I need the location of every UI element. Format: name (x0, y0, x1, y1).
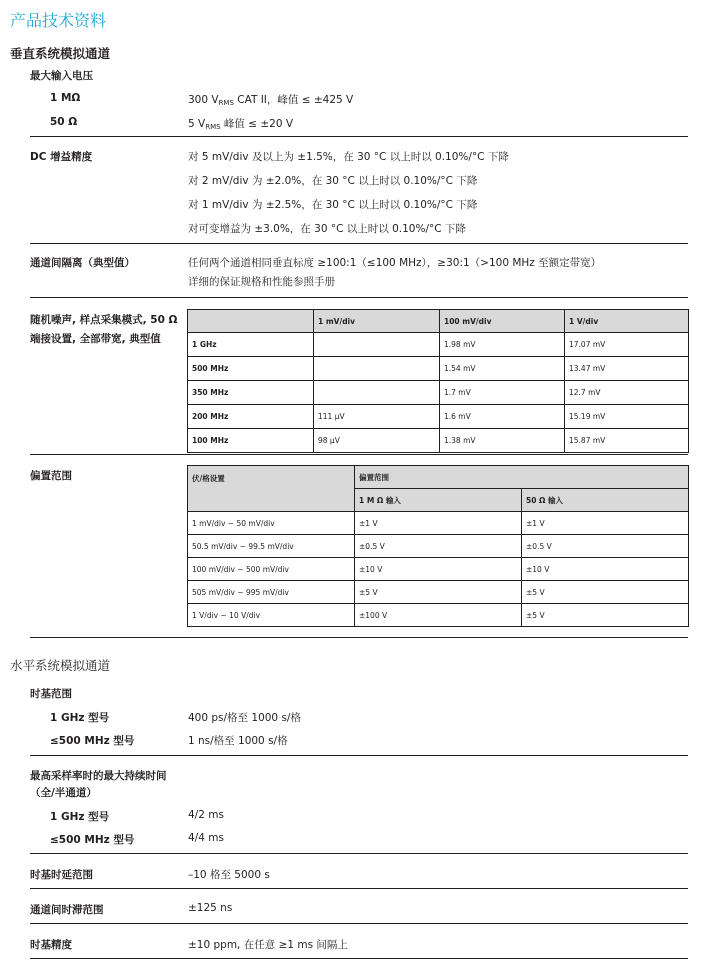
table-cell: 100 mV/div ~ 500 mV/div (188, 558, 355, 581)
table-row (188, 604, 689, 627)
table-header-cell: 偏置范围 (355, 466, 689, 489)
divider (30, 243, 688, 244)
table-header-cell: 1 M Ω 输入 (355, 489, 522, 512)
offset-range-label: 偏置范围 (30, 470, 72, 482)
max-duration-1ghz-label: 1 GHz 型号 (50, 811, 110, 823)
max-duration-label: （全/半通道） (30, 787, 97, 799)
table-cell: 1.54 mV (440, 357, 565, 381)
table-cell: ±0.5 V (522, 535, 689, 558)
max-input-1mohm-label: 1 MΩ (50, 92, 81, 104)
table-cell: ±1 V (355, 512, 522, 535)
noise-table (187, 309, 689, 453)
table-cell: 15.87 mV (565, 429, 689, 453)
deskew-range-value: ±125 ns (188, 902, 233, 914)
table-cell (314, 381, 440, 405)
table-row (188, 429, 689, 453)
table-cell: ±5 V (522, 581, 689, 604)
table-cell (314, 357, 440, 381)
table-cell: 1 mV/div ~ 50 mV/div (188, 512, 355, 535)
table-cell: 50.5 mV/div ~ 99.5 mV/div (188, 535, 355, 558)
max-duration-500mhz-label: ≤500 MHz 型号 (50, 834, 135, 846)
table-row (188, 581, 689, 604)
page-title: 产品技术资料 (10, 11, 107, 30)
table-cell: 1.7 mV (440, 381, 565, 405)
vertical-section-title: 垂直系统模拟通道 (10, 46, 111, 61)
isolation-line: 详细的保证规格和性能参照手册 (188, 276, 335, 288)
deskew-range-label: 通道间时滞范围 (30, 904, 104, 916)
table-cell: 100 MHz (188, 429, 314, 453)
table-row (188, 558, 689, 581)
divider (30, 888, 688, 889)
divider (30, 136, 688, 137)
table-header-row (188, 310, 689, 333)
table-row (188, 333, 689, 357)
divider (30, 297, 688, 298)
max-duration-1ghz-value: 4/2 ms (188, 809, 224, 821)
max-duration-500mhz-value: 4/4 ms (188, 832, 224, 844)
timebase-500mhz-label: ≤500 MHz 型号 (50, 735, 135, 747)
table-row (188, 512, 689, 535)
table-cell: 111 μV (314, 405, 440, 429)
table-cell: 1 V/div ~ 10 V/div (188, 604, 355, 627)
dc-gain-label: DC 增益精度 (30, 151, 93, 163)
noise-label: 随机噪声, 样点采集模式, 50 Ω (30, 314, 178, 326)
max-input-1mohm-value: 300 $V_{RMS}$ CAT II，峰值 ≤ ±425 V (188, 94, 354, 107)
table-cell: 350 MHz (188, 381, 314, 405)
dc-gain-line: 对 5 mV/div 及以上为 ±1.5%，在 30 °C 以上时以 0.10%/°C 下降 (188, 151, 509, 163)
timebase-500mhz-value: 1 ns/格至 1000 s/格 (188, 735, 288, 747)
table-header-cell: 50 Ω 输入 (522, 489, 689, 512)
table-cell: 1.6 mV (440, 405, 565, 429)
noise-label: 端接设置, 全部带宽, 典型值 (30, 333, 161, 345)
table-cell: ±100 V (355, 604, 522, 627)
table-cell: 1.38 mV (440, 429, 565, 453)
table-cell: ±10 V (355, 558, 522, 581)
dc-gain-line: 对 1 mV/div 为 ±2.5%，在 30 °C 以上时以 0.10%/°C 下降 (188, 199, 478, 211)
divider (30, 637, 688, 638)
table-cell: 15.19 mV (565, 405, 689, 429)
horizontal-section-title: 水平系统模拟通道 (10, 658, 111, 673)
table-header-cell: 1 V/div (565, 310, 689, 333)
timebase-1ghz-label: 1 GHz 型号 (50, 712, 110, 724)
delay-range-label: 时基时延范围 (30, 869, 93, 881)
table-cell: 1 GHz (188, 333, 314, 357)
offset-table (187, 465, 689, 627)
table-cell: 1.98 mV (440, 333, 565, 357)
table-cell (314, 333, 440, 357)
table-cell: 505 mV/div ~ 995 mV/div (188, 581, 355, 604)
table-row (188, 535, 689, 558)
table-cell: 98 μV (314, 429, 440, 453)
table-cell: ±1 V (522, 512, 689, 535)
table-cell: ±5 V (522, 604, 689, 627)
max-duration-label: 最高采样率时的最大持续时间 (30, 770, 167, 782)
table-row (188, 405, 689, 429)
max-input-50ohm-value: 5 $V_{RMS}$ 峰值 ≤ ±20 V (188, 118, 294, 131)
table-header-cell: 100 mV/div (440, 310, 565, 333)
table-cell: ±5 V (355, 581, 522, 604)
table-header-cell (188, 310, 314, 333)
table-header-cell: 伏/格设置 (188, 466, 355, 512)
table-cell: 500 MHz (188, 357, 314, 381)
isolation-line: 任何两个通道相同垂直标度 ≥100:1（≤100 MHz），≥30:1（>100 MHz 至额定带宽） (188, 257, 602, 269)
delay-range-value: –10 格至 5000 s (188, 869, 270, 881)
timebase-1ghz-value: 400 ps/格至 1000 s/格 (188, 712, 301, 724)
isolation-label: 通道间隔离（典型值） (30, 257, 135, 269)
table-header-cell: 1 mV/div (314, 310, 440, 333)
table-cell: 13.47 mV (565, 357, 689, 381)
table-row (188, 357, 689, 381)
table-row (188, 381, 689, 405)
dc-gain-line: 对可变增益为 ±3.0%，在 30 °C 以上时以 0.10%/°C 下降 (188, 223, 466, 235)
table-cell: 200 MHz (188, 405, 314, 429)
table-cell: 12.7 mV (565, 381, 689, 405)
table-cell: ±10 V (522, 558, 689, 581)
divider (30, 958, 688, 959)
table-cell: 17.07 mV (565, 333, 689, 357)
timebase-accuracy-label: 时基精度 (30, 939, 72, 951)
table-cell: ±0.5 V (355, 535, 522, 558)
divider (30, 755, 688, 756)
table-header-row (188, 466, 689, 489)
timebase-range-label: 时基范围 (30, 688, 72, 700)
timebase-accuracy-value: ±10 ppm, 在任意 ≥1 ms 间隔上 (188, 939, 348, 951)
divider (30, 454, 688, 455)
divider (30, 853, 688, 854)
max-input-voltage-label: 最大输入电压 (30, 70, 93, 82)
max-input-50ohm-label: 50 Ω (50, 116, 78, 128)
dc-gain-line: 对 2 mV/div 为 ±2.0%，在 30 °C 以上时以 0.10%/°C 下降 (188, 175, 478, 187)
divider (30, 923, 688, 924)
